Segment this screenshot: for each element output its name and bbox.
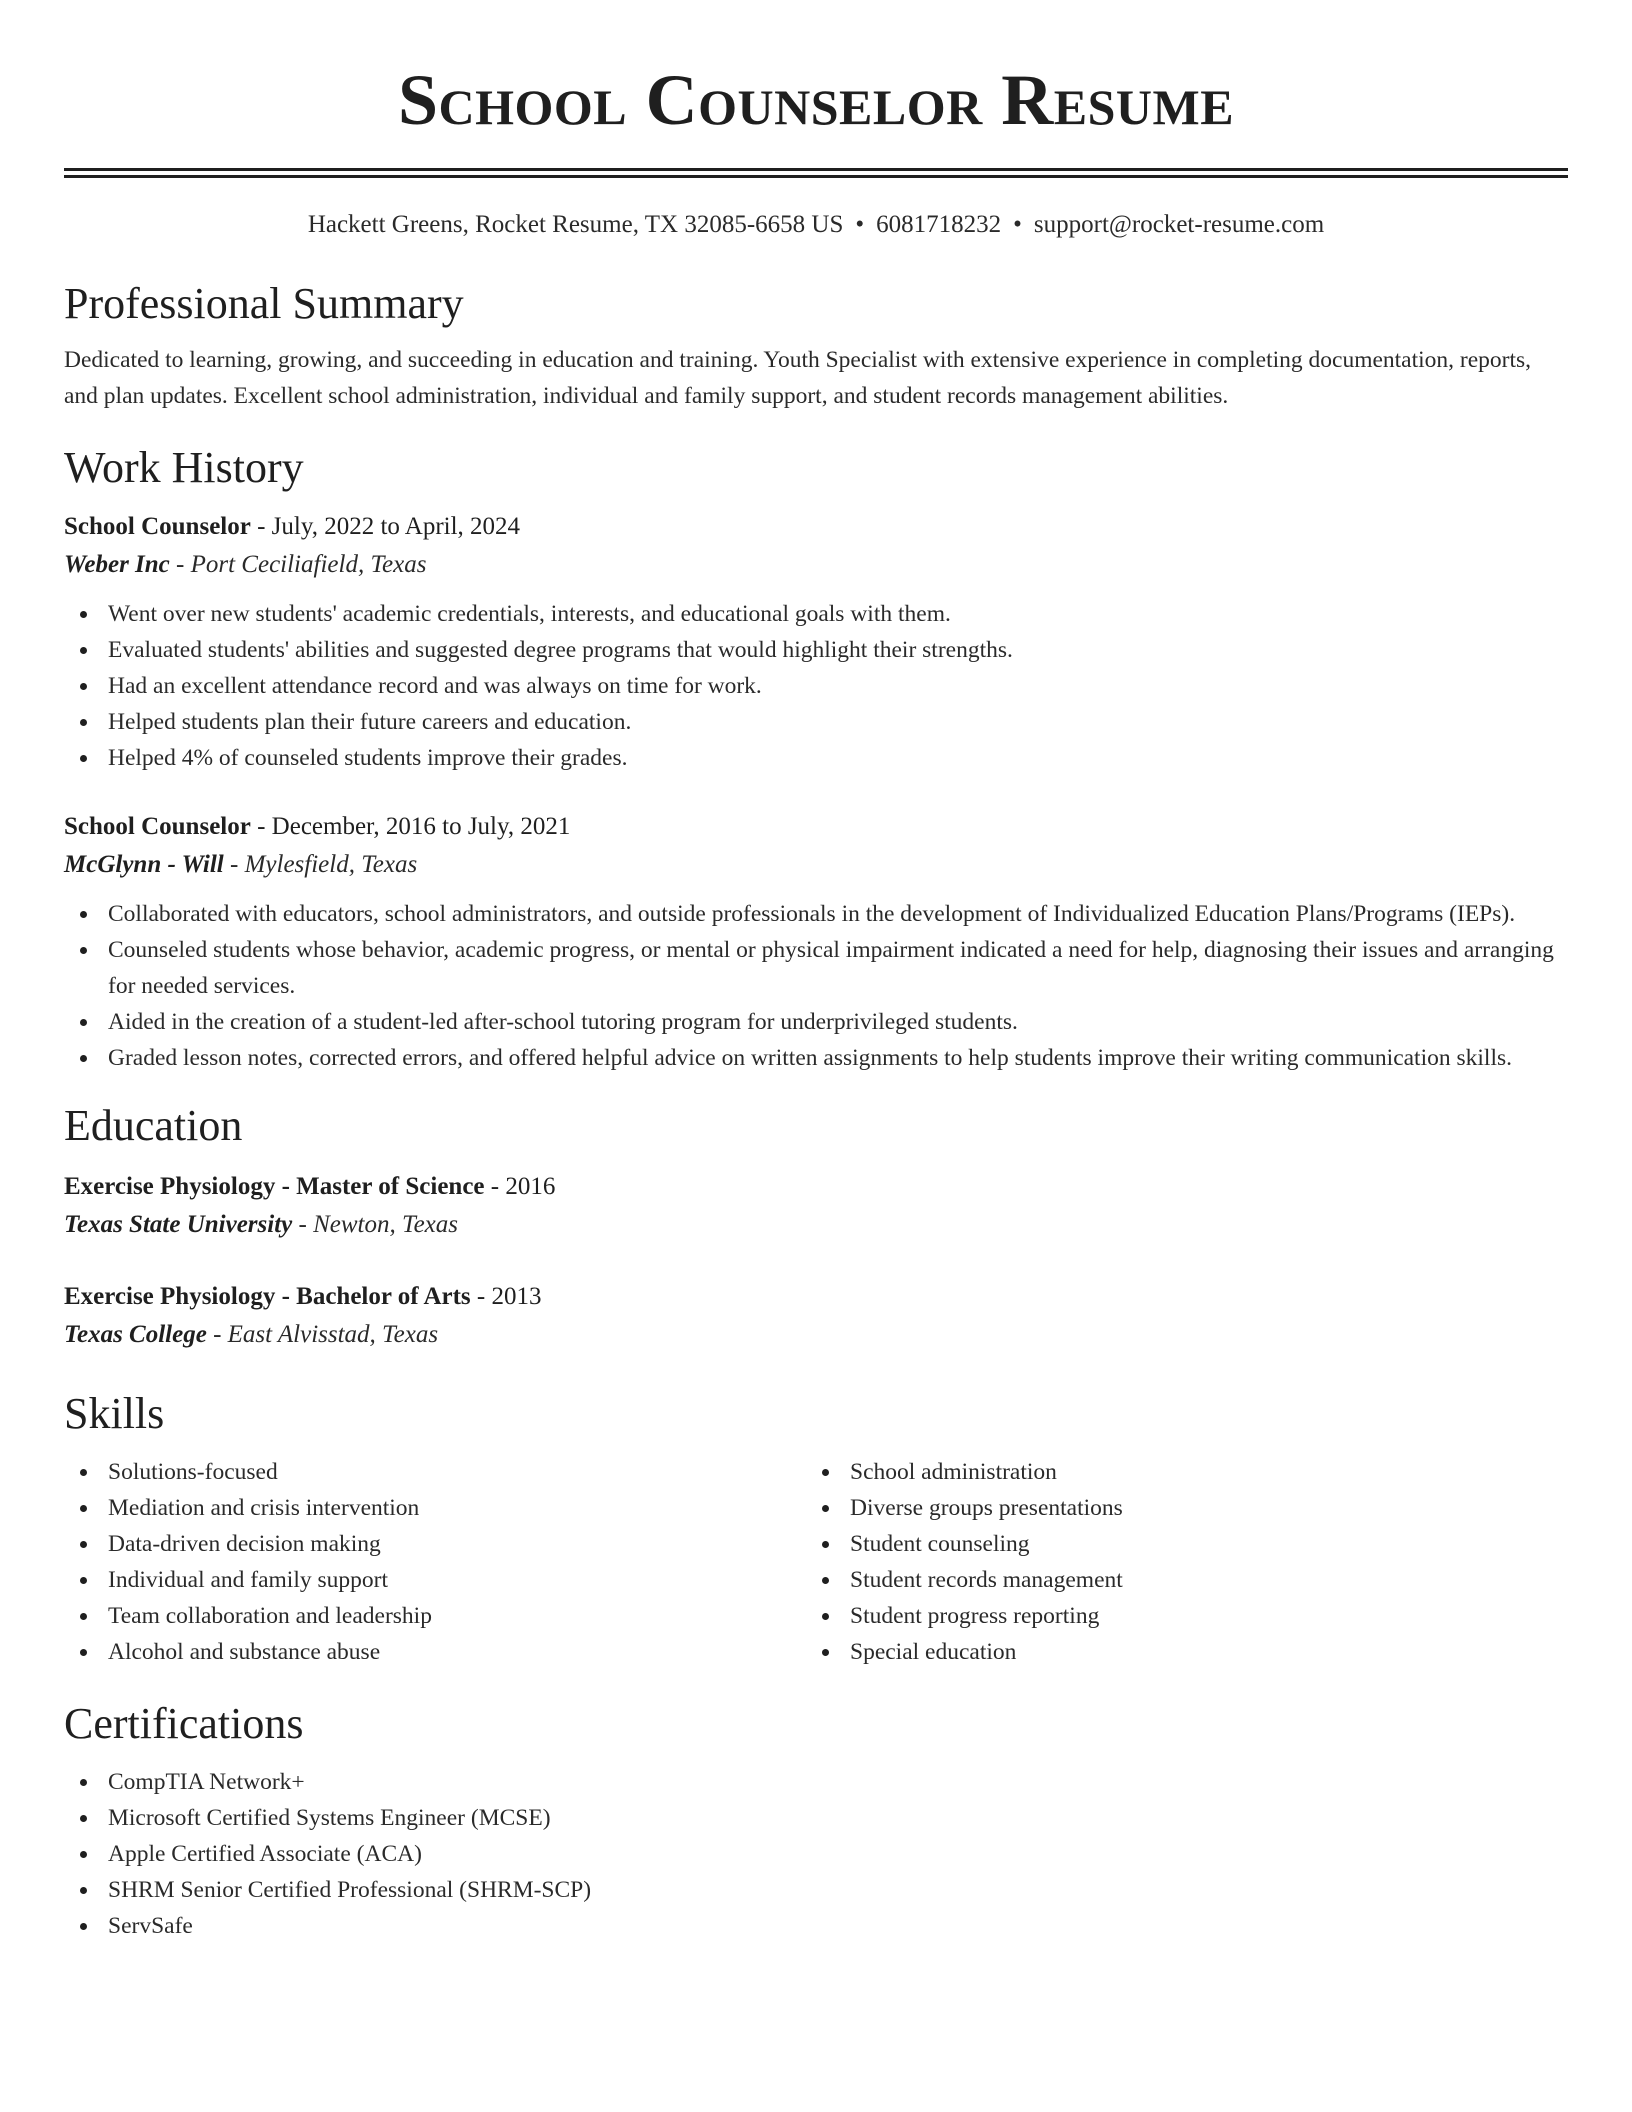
job-employer-line: [64, 846, 1568, 884]
skill-item: School administration: [806, 1454, 1548, 1490]
school-location: - Newton, Texas: [292, 1211, 458, 1238]
job-company: Weber Inc: [64, 551, 170, 578]
degree-year: - 2013: [470, 1283, 542, 1310]
job-entry: [64, 808, 1568, 1076]
skills-list: [64, 1454, 806, 1670]
job-bullet: Had an excellent attendance record and was always on time for work.: [64, 668, 1568, 704]
job-role: School Counselor: [64, 513, 251, 540]
job-bullets: [64, 596, 1568, 776]
job-bullet: Went over new students' academic credentials, interests, and educational goals with them.: [64, 596, 1568, 632]
job-location: - Port Ceciliafield, Texas: [169, 551, 427, 578]
degree-line: [64, 1168, 1568, 1206]
certification-item: Apple Certified Associate (ACA): [64, 1836, 1568, 1872]
certification-item: ServSafe: [64, 1908, 1568, 1944]
skill-item: Student records management: [806, 1562, 1548, 1598]
certifications-heading: Certifications: [64, 1699, 304, 1748]
job-bullet: Aided in the creation of a student-led after-school tutoring program for underprivileged students.: [64, 1004, 1568, 1040]
job-bullet: Graded lesson notes, corrected errors, and offered helpful advice on written assignments to help students improve their writing communication skills.: [64, 1040, 1568, 1076]
degree-name: Exercise Physiology - Bachelor of Arts: [64, 1283, 471, 1310]
skill-item: Data-driven decision making: [64, 1526, 806, 1562]
contact-phone: 6081718232: [876, 211, 1002, 238]
title-double-rule: [64, 168, 1568, 178]
skills-heading: Skills: [64, 1389, 165, 1438]
job-dates: - July, 2022 to April, 2024: [250, 513, 521, 540]
job-entry: [64, 508, 1568, 776]
certification-item: CompTIA Network+: [64, 1764, 1568, 1800]
skill-item: Individual and family support: [64, 1562, 806, 1598]
skill-item: Mediation and crisis intervention: [64, 1490, 806, 1526]
job-location: - Mylesfield, Texas: [223, 851, 418, 878]
summary-heading: Professional Summary: [64, 279, 464, 328]
skill-item: Student counseling: [806, 1526, 1548, 1562]
contact-line: [64, 208, 1568, 242]
certifications-list: [64, 1764, 1568, 1944]
job-dates: - December, 2016 to July, 2021: [250, 813, 571, 840]
skill-item: Team collaboration and leadership: [64, 1598, 806, 1634]
skills-list: [806, 1454, 1548, 1670]
job-bullets: [64, 896, 1568, 1076]
contact-address: Hackett Greens, Rocket Resume, TX 32085-6658 US: [307, 211, 844, 238]
job-title-line: [64, 508, 1568, 546]
job-bullet: Evaluated students' abilities and suggested degree programs that would highlight their strengths.: [64, 632, 1568, 668]
job-bullet: Collaborated with educators, school administrators, and outside professionals in the development of Individualized Education Plans/Programs (IEPs).: [64, 896, 1568, 932]
certification-item: SHRM Senior Certified Professional (SHRM-SCP): [64, 1872, 1568, 1908]
skill-item: Alcohol and substance abuse: [64, 1634, 806, 1670]
education-entry: [64, 1278, 1568, 1354]
job-title-line: [64, 808, 1568, 846]
contact-separator: •: [1013, 211, 1022, 238]
degree-name: Exercise Physiology - Master of Science: [64, 1173, 485, 1200]
job-employer-line: [64, 546, 1568, 584]
degree-year: - 2016: [484, 1173, 556, 1200]
school-location: - East Alvisstad, Texas: [206, 1321, 439, 1348]
skills-left-column: [64, 1454, 806, 1670]
education-entry: [64, 1168, 1568, 1244]
job-bullet: Counseled students whose behavior, academic progress, or mental or physical impairment indicated a need for help, diagnosing their issues and arranging for needed services.: [64, 932, 1568, 1004]
school-line: [64, 1206, 1568, 1244]
resume-title: School Counselor Resume: [397, 60, 1235, 140]
summary-text: Dedicated to learning, growing, and succeeding in education and training. Youth Specialist with extensive experience in completing documentation, reports, and plan updates. Excellent school administration, individual and family support, and student records management abilities.: [64, 347, 1532, 409]
contact-email: support@rocket-resume.com: [1033, 211, 1325, 238]
skills-columns: [64, 1454, 1568, 1670]
skills-right-column: [806, 1454, 1548, 1670]
certification-item: Microsoft Certified Systems Engineer (MCSE): [64, 1800, 1568, 1836]
job-role: School Counselor: [64, 813, 251, 840]
job-bullet: Helped students plan their future careers and education.: [64, 704, 1568, 740]
degree-line: [64, 1278, 1568, 1316]
skill-item: Diverse groups presentations: [806, 1490, 1548, 1526]
skill-item: Solutions-focused: [64, 1454, 806, 1490]
skill-item: Student progress reporting: [806, 1598, 1548, 1634]
contact-separator: •: [855, 211, 865, 238]
education-heading: Education: [64, 1101, 243, 1150]
school-name: Texas College: [64, 1321, 207, 1348]
job-company: McGlynn - Will: [64, 851, 224, 878]
school-name: Texas State University: [64, 1211, 293, 1238]
work-history-heading: Work History: [64, 443, 304, 492]
school-line: [64, 1316, 1568, 1354]
job-bullet: Helped 4% of counseled students improve their grades.: [64, 740, 1568, 776]
skill-item: Special education: [806, 1634, 1548, 1670]
